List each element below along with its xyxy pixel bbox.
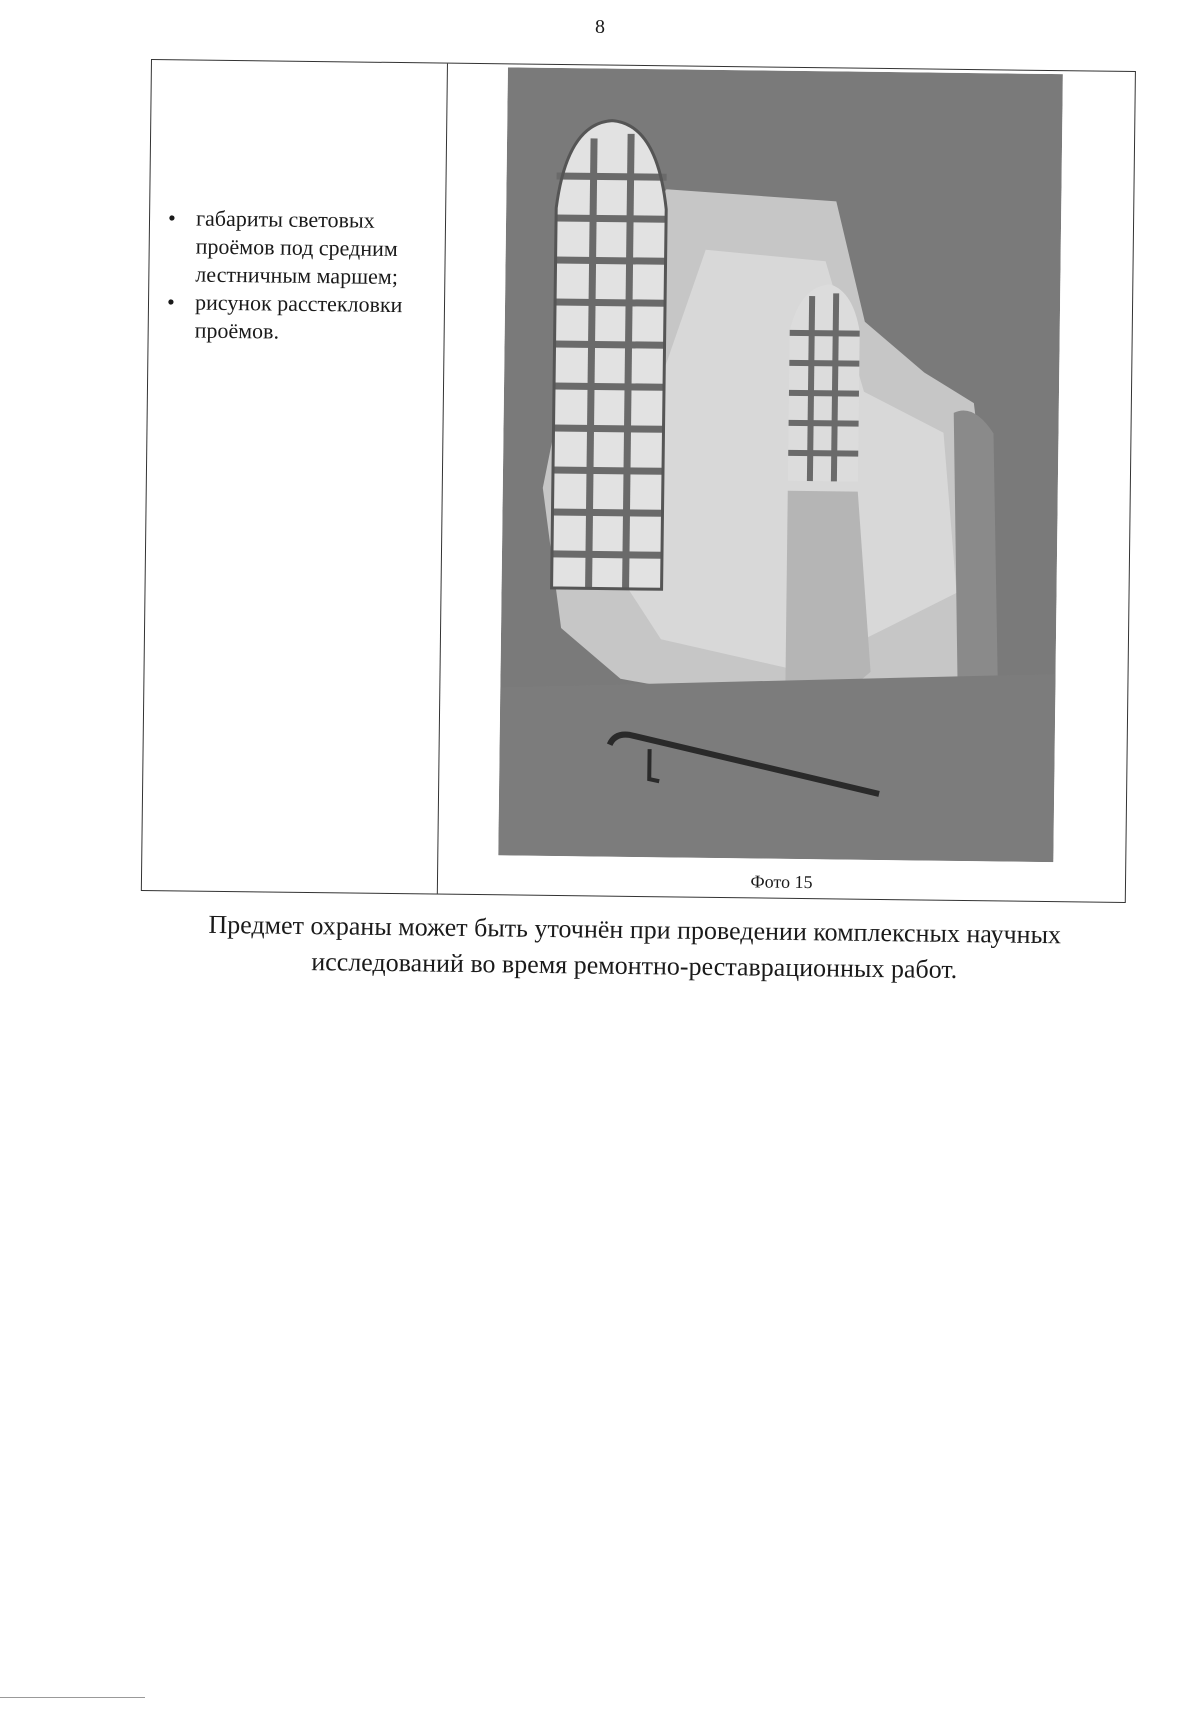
criteria-list xyxy=(163,204,435,347)
bullet-icon: • xyxy=(167,205,176,231)
staircase-photo xyxy=(498,67,1063,862)
criteria-cell xyxy=(142,60,448,894)
conclusion-paragraph: Предмет охраны может быть уточнён при проведении комплексных научных исследований во время ремонтно-реставрационных работ. xyxy=(208,909,1062,984)
photo-cell xyxy=(438,64,1135,902)
list-item xyxy=(163,204,434,291)
footer-divider xyxy=(0,1697,145,1698)
list-item-text: габариты световых проёмов под средним лестничным маршем; xyxy=(195,205,399,290)
photo-caption: Фото 15 xyxy=(750,871,813,893)
list-item-text: рисунок расстекловки проёмов. xyxy=(194,289,403,344)
document-table xyxy=(141,59,1136,903)
photo-image xyxy=(498,67,1063,862)
list-item xyxy=(163,288,434,347)
bullet-icon: • xyxy=(166,289,175,315)
page-number: 8 xyxy=(595,16,605,38)
